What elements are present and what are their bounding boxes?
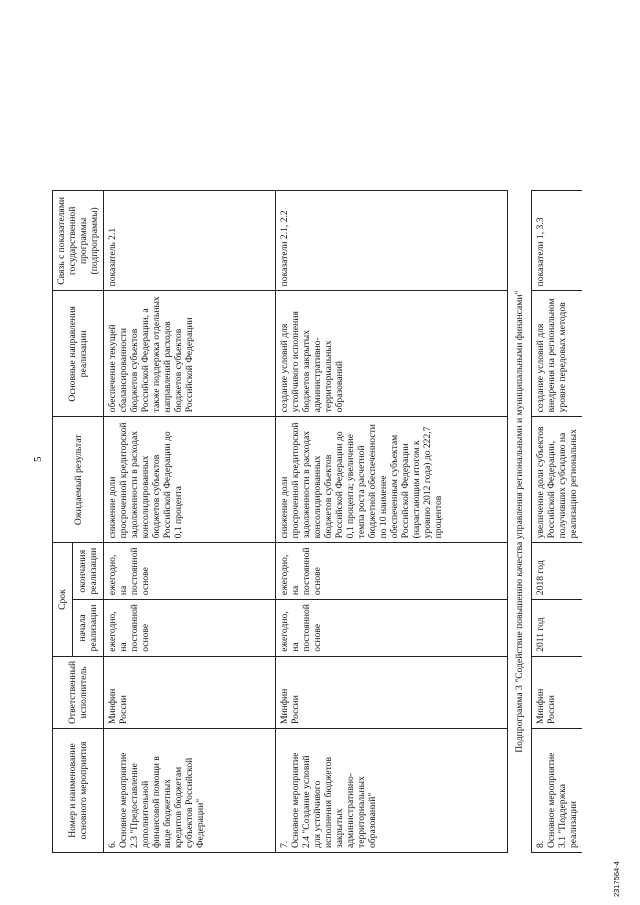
directions-cell: создание условий для внедрения на региональном уровне передовых методов <box>532 291 583 417</box>
table-row <box>532 191 583 853</box>
row-number: 8. <box>535 840 546 848</box>
header-result: Ожидаемый результат <box>53 417 104 543</box>
activity-name: Основное мероприятие 3.1 "Поддержка реализации <box>546 752 579 848</box>
indicators-cell: показатели 1, 3.3 <box>532 191 583 291</box>
directions-cell: создание условий для устойчивого исполнения бюджетов закрытых административно-территориальных образований <box>276 291 508 417</box>
activity-name: Основное мероприятие 2.3 "Предоставление дополнительной финансовой помощи в виде бюджетных кредитов бюджетам субъектов Российской Федерации" <box>118 752 206 848</box>
header-indicators: Связь с показателями государственной программы (подпрограммы) <box>53 191 104 291</box>
header-term: Срок <box>53 543 73 656</box>
table-row <box>104 191 276 853</box>
header-executor: Ответственный исполнитель <box>53 656 104 728</box>
table-row <box>276 191 508 853</box>
executor-cell: Минфин России <box>104 656 276 728</box>
result-cell: увеличение доли субъектов Российской Федерации, получивших субсидию на реализацию региональных <box>532 417 583 543</box>
header-directions: Основные направления реализации <box>53 291 104 417</box>
row-number: 7. <box>279 840 290 848</box>
activities-table <box>52 190 582 853</box>
document-id: 2317564-4 <box>612 861 621 897</box>
start-cell: 2011 год <box>532 600 583 657</box>
executor-cell: Минфин России <box>276 656 508 728</box>
result-cell: снижение доли просроченной кредиторской задолженности в расходах консолидированных бюджетов субъектов Российской Федерации до 0,1 процента; увеличение темпа роста расчетной бюджетной обеспеченности по 10 наименее обеспеченным субъектам Российской Федерации (нарастающим итогом к уровню 2012 года) до 222,7 процентов <box>276 417 508 543</box>
row-number: 6. <box>107 840 118 848</box>
executor-cell: Минфин России <box>532 656 583 728</box>
header-activity: Номер и наименование основного мероприятия <box>53 729 104 853</box>
subprogram-title: Подпрограмма 3 "Содействие повышению качества управления региональными и муниципальными финансами" <box>508 191 532 853</box>
end-cell: ежегодно, на постоянной основе <box>104 543 276 600</box>
indicators-cell: показатели 2.1, 2.2 <box>276 191 508 291</box>
end-cell: ежегодно, на постоянной основе <box>276 543 508 600</box>
activity-name: Основное мероприятие 2.4 "Создание условий для устойчивого исполнения бюджетов закрытых административно-территориальных образований" <box>290 752 378 848</box>
end-cell: 2018 год <box>532 543 583 600</box>
indicators-cell: показатель 2.1 <box>104 191 276 291</box>
header-end: окончания реализации <box>72 543 103 600</box>
start-cell: ежегодно, на постоянной основе <box>104 600 276 657</box>
page-number: 5 <box>32 456 44 462</box>
header-row <box>53 191 73 853</box>
result-cell: снижение доли просроченной кредиторской задолженности в расходах консолидированных бюджетов субъектов Российской Федерации до 0,1 процента <box>104 417 276 543</box>
header-start: начала реализации <box>72 600 103 657</box>
directions-cell: обеспечение текущей сбалансированности бюджетов субъектов Российской Федерации, а также поддержка отдельных направлений расходов бюджетов субъектов Российской Федерации <box>104 291 276 417</box>
subprogram-row <box>508 191 532 853</box>
start-cell: ежегодно, на постоянной основе <box>276 600 508 657</box>
